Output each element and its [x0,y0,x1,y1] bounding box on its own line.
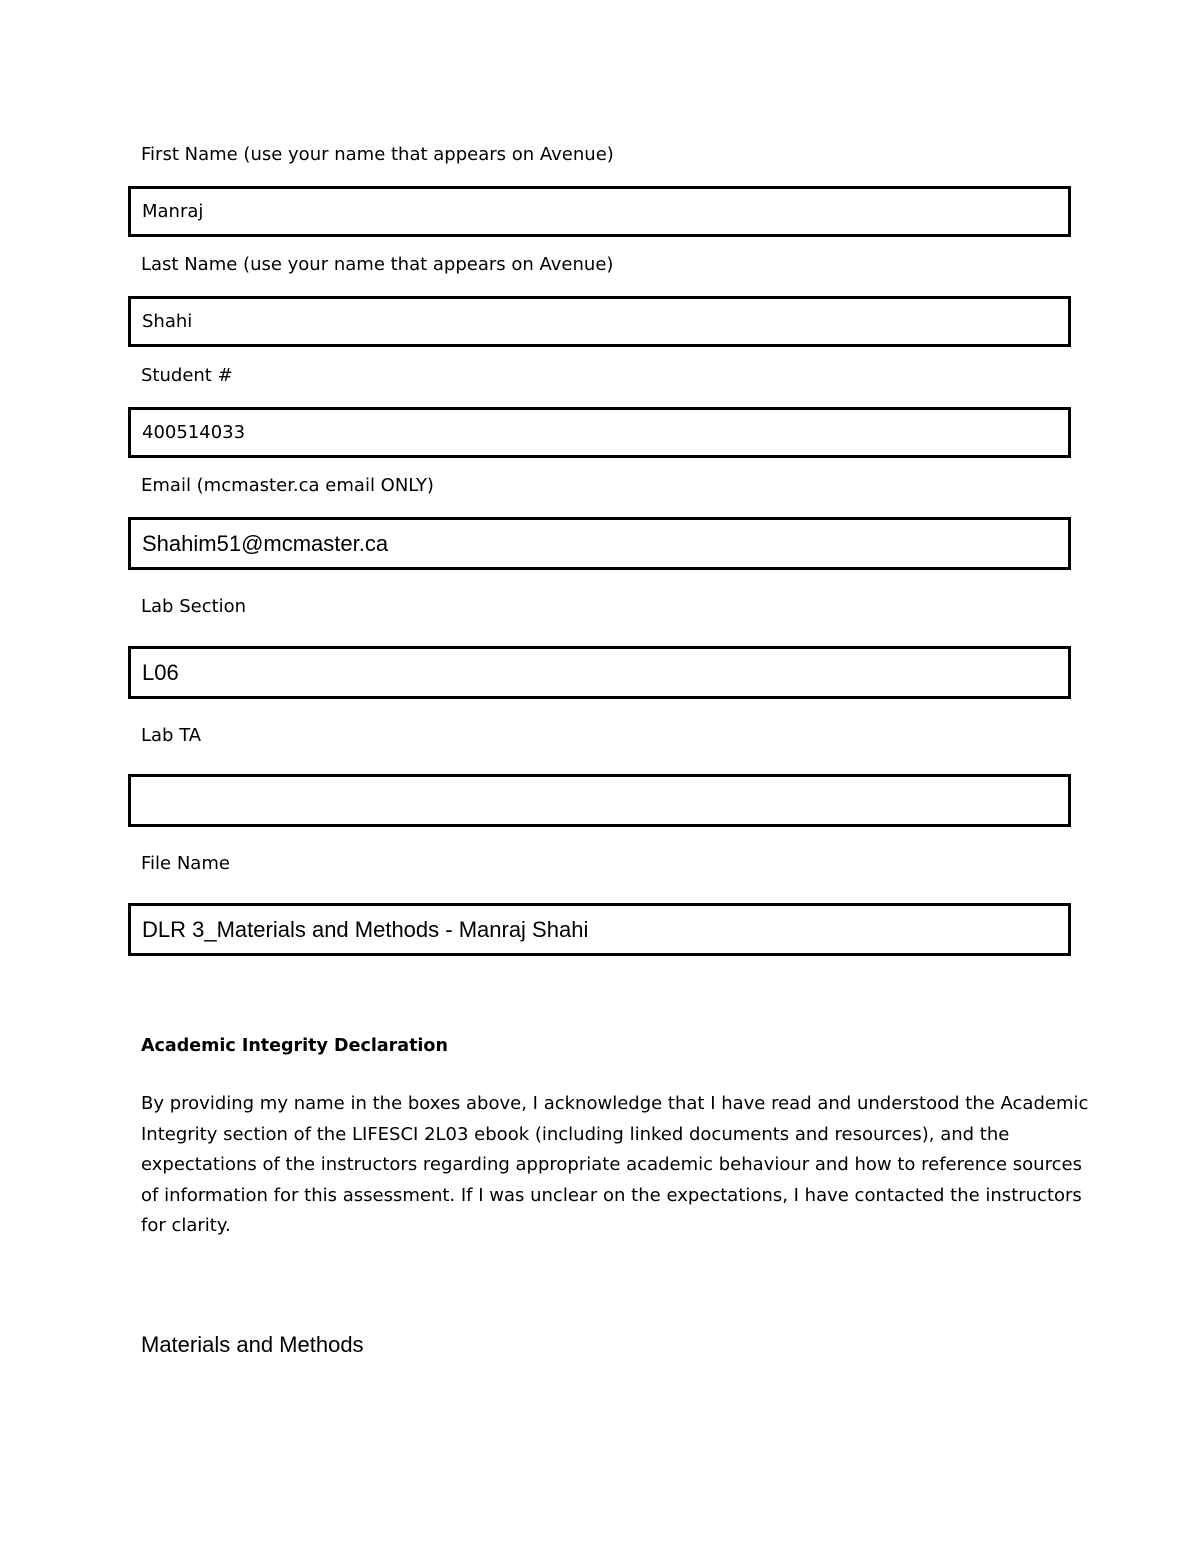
last-name-label: Last Name (use your name that appears on Avenue) [141,254,614,275]
first-name-field[interactable] [128,186,1071,237]
first-name-label: First Name (use your name that appears on Avenue) [141,144,614,165]
declaration-line: of information for this assessment. If I was unclear on the expectations, I have contacted the instructors [141,1184,1082,1206]
email-field[interactable] [128,517,1071,570]
declaration-line: By providing my name in the boxes above, I acknowledge that I have read and understood the Academic [141,1093,1089,1114]
declaration-line: Integrity section of the LIFESCI 2L03 ebook (including linked documents and resources), and the [141,1123,1010,1145]
email-label: Email (mcmaster.ca email ONLY) [141,475,434,496]
lab-section-label: Lab Section [141,596,247,617]
declaration-paragraph [141,1089,1089,1242]
last-name-value: Shahi [142,311,193,332]
student-number-value: 400514033 [142,422,246,443]
student-number-field[interactable] [128,407,1071,458]
first-name-value: Manraj [142,201,204,222]
declaration-line: expectations of the instructors regarding appropriate academic behaviour and how to reference sources [141,1154,1082,1175]
email-value: Shahim51@mcmaster.ca [142,530,389,556]
lab-section-field[interactable] [128,646,1071,699]
materials-methods-heading: Materials and Methods [141,1332,364,1357]
file-name-field[interactable] [128,903,1071,956]
declaration-line: for clarity. [141,1215,231,1236]
lab-section-value: L06 [142,659,179,685]
lab-ta-field[interactable] [128,774,1071,827]
declaration-heading: Academic Integrity Declaration [141,1036,448,1056]
file-name-value: DLR 3_Materials and Methods - Manraj Shahi [142,916,589,942]
file-name-label: File Name [141,853,230,874]
student-number-label: Student # [141,365,233,386]
lab-ta-label: Lab TA [141,725,202,746]
last-name-field[interactable] [128,296,1071,347]
